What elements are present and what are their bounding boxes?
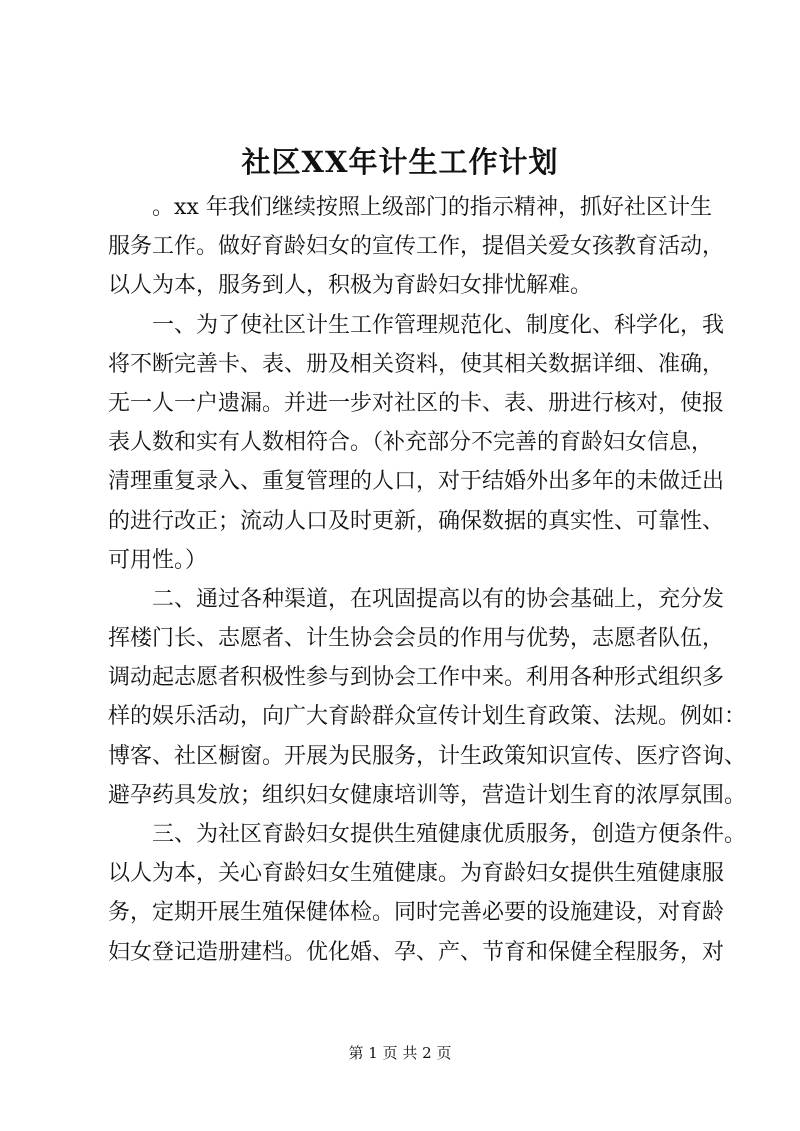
text-line: 务，定期开展生殖保健体检。同时完善必要的设施建设，对育龄: [108, 900, 725, 926]
text-line: 表人数和实有人数相符合。（补充部分不完善的育龄妇女信息，: [108, 430, 714, 456]
page-footer: 第 1 页 共 2 页: [348, 1044, 452, 1062]
text-line: 的进行改正；流动人口及时更新，确保数据的真实性、可靠性、: [108, 508, 725, 534]
text-line: 博客、社区橱窗。开展为民服务，计生政策知识宣传、医疗咨询、: [108, 743, 747, 769]
text-line: 将不断完善卡、表、册及相关资料，使其相关数据详细、准确，: [108, 351, 725, 377]
document-body: [108, 188, 747, 972]
text-line: 清理重复录入、重复管理的人口，对于结婚外出多年的未做迁出: [108, 469, 725, 495]
text-line: 服务工作。做好育龄妇女的宣传工作，提倡关爱女孩教育活动，: [108, 234, 725, 260]
text-line: 二、通过各种渠道，在巩固提高以有的协会基础上，充分发: [152, 586, 725, 612]
text-line: 一、为了使社区计生工作管理规范化、制度化、科学化，我: [152, 312, 725, 338]
text-line: 。xx 年我们继续按照上级部门的指示精神，抓好社区计生: [152, 195, 712, 220]
text-line: 三、为社区育龄妇女提供生殖健康优质服务，创造方便条件。: [152, 822, 747, 847]
text-line: 以人为本，关心育龄妇女生殖健康。为育龄妇女提供生殖健康服: [108, 861, 725, 887]
text-line: 可用性。）: [108, 547, 208, 573]
text-line: 妇女登记造册建档。优化婚、孕、产、节育和保健全程服务，对: [108, 939, 725, 965]
text-line: 调动起志愿者积极性参与到协会工作中来。利用各种形式组织多: [108, 665, 725, 691]
text-line: 无一人一户遗漏。并进一步对社区的卡、表、册进行核对，使报: [108, 390, 725, 416]
text-line: 避孕药具发放；组织妇女健康培训等，营造计划生育的浓厚氛围。: [108, 782, 747, 808]
text-line: 样的娱乐活动，向广大育龄群众宣传计划生育政策、法规。例如：: [108, 704, 747, 730]
text-line: 挥楼门长、志愿者、计生协会会员的作用与优势，志愿者队伍，: [108, 626, 725, 652]
text-line: 以人为本，服务到人，积极为育龄妇女排忧解难。: [108, 273, 593, 299]
document-title: 社区XX年计生工作计划: [241, 145, 559, 179]
